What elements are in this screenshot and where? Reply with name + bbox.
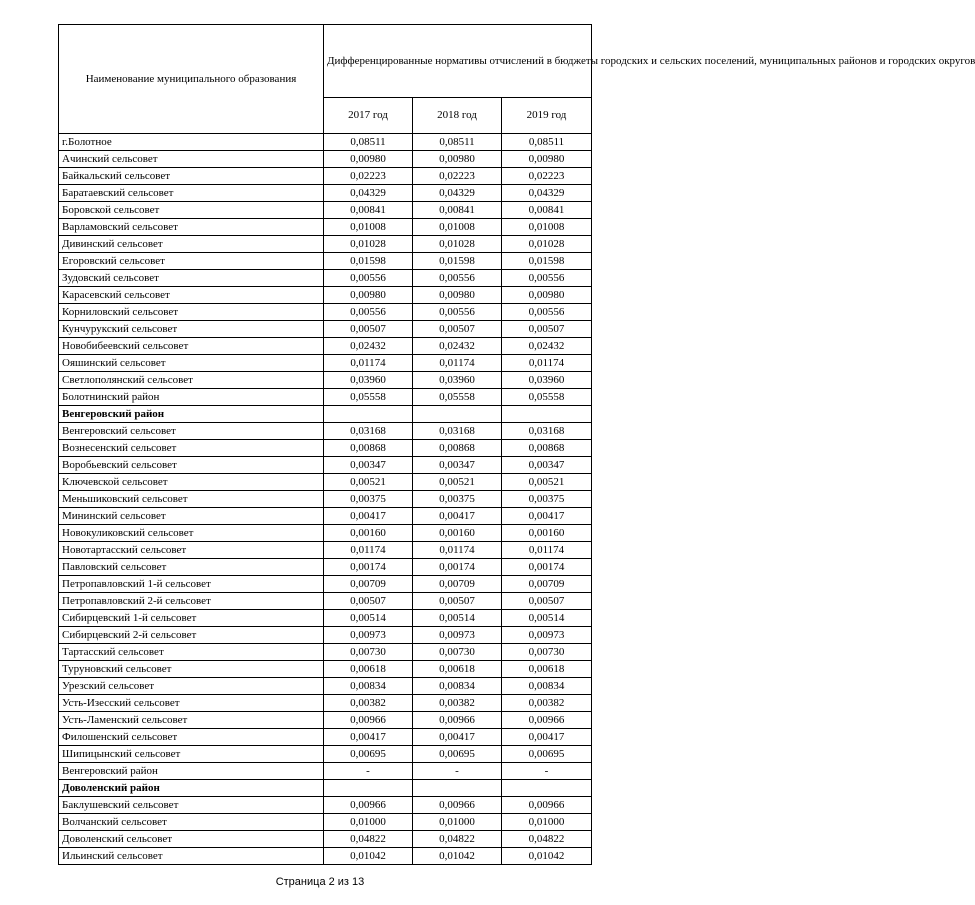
table-row	[59, 389, 592, 406]
norm-value: 0,00980	[502, 287, 592, 304]
name-column-header: Наименование муниципального образования	[59, 25, 324, 134]
norm-value: 0,00980	[502, 151, 592, 168]
table-row	[59, 202, 592, 219]
table-body	[59, 134, 592, 865]
norm-value: 0,00966	[324, 712, 413, 729]
norm-value: 0,00347	[324, 457, 413, 474]
norm-value: 0,04822	[502, 831, 592, 848]
norm-value: -	[502, 763, 592, 780]
municipality-name: Усть-Изесский сельсовет	[59, 695, 324, 712]
table-row	[59, 559, 592, 576]
table-row	[59, 134, 592, 151]
norms-group-header: Дифференцированные нормативы отчислений в бюджеты городских и сельских поселений, муниципальных районов и городских округов	[324, 25, 592, 98]
norm-value: 0,01174	[502, 542, 592, 559]
municipality-name: Ключевской сельсовет	[59, 474, 324, 491]
norm-value: 0,00347	[502, 457, 592, 474]
norm-value: 0,00980	[413, 287, 502, 304]
norm-value: 0,03960	[502, 372, 592, 389]
municipality-name: Меньшиковский сельсовет	[59, 491, 324, 508]
norm-value: 0,00695	[413, 746, 502, 763]
norm-value: 0,03168	[502, 423, 592, 440]
norm-value: 0,00417	[413, 729, 502, 746]
table-row	[59, 372, 592, 389]
municipality-name: Сибирцевский 1-й сельсовет	[59, 610, 324, 627]
norm-value: 0,00618	[413, 661, 502, 678]
municipality-name: Филошенский сельсовет	[59, 729, 324, 746]
municipality-name: Баклушевский сельсовет	[59, 797, 324, 814]
section-title: Доволенский район	[59, 780, 324, 797]
norm-value: 0,00507	[502, 593, 592, 610]
municipality-name: Тартасский сельсовет	[59, 644, 324, 661]
norm-value: 0,00834	[324, 678, 413, 695]
municipality-name: Волчанский сельсовет	[59, 814, 324, 831]
table-row	[59, 491, 592, 508]
table-row	[59, 610, 592, 627]
norm-value: 0,00382	[413, 695, 502, 712]
municipality-name: Кунчурукский сельсовет	[59, 321, 324, 338]
norm-value: 0,00417	[324, 729, 413, 746]
municipality-name: Петропавловский 1-й сельсовет	[59, 576, 324, 593]
table-row	[59, 168, 592, 185]
norm-value: 0,01174	[502, 355, 592, 372]
norm-value: 0,01000	[502, 814, 592, 831]
empty-cell	[502, 406, 592, 423]
norm-value: 0,01174	[413, 542, 502, 559]
empty-cell	[324, 406, 413, 423]
norm-value: 0,00966	[502, 797, 592, 814]
municipality-name: Новокуликовский сельсовет	[59, 525, 324, 542]
table-row	[59, 219, 592, 236]
norm-value: 0,00514	[324, 610, 413, 627]
municipality-name: г.Болотное	[59, 134, 324, 151]
norm-value: 0,05558	[324, 389, 413, 406]
norm-value: 0,00417	[502, 729, 592, 746]
municipality-name: Болотнинский район	[59, 389, 324, 406]
norm-value: 0,02432	[324, 338, 413, 355]
norm-value: 0,02223	[413, 168, 502, 185]
table-row	[59, 695, 592, 712]
table-row	[59, 474, 592, 491]
municipality-name: Корниловский сельсовет	[59, 304, 324, 321]
norm-value: 0,00695	[502, 746, 592, 763]
norm-value: 0,00834	[413, 678, 502, 695]
norm-value: 0,00507	[413, 593, 502, 610]
norm-value: 0,01174	[324, 542, 413, 559]
norm-value: 0,00730	[324, 644, 413, 661]
norm-value: 0,02432	[413, 338, 502, 355]
norm-value: 0,01028	[413, 236, 502, 253]
table-row	[59, 831, 592, 848]
norm-value: 0,00160	[502, 525, 592, 542]
table-row	[59, 797, 592, 814]
table-row	[59, 355, 592, 372]
municipality-name: Усть-Ламенский сельсовет	[59, 712, 324, 729]
table-row	[59, 661, 592, 678]
municipality-name: Боровской сельсовет	[59, 202, 324, 219]
table-row	[59, 236, 592, 253]
norm-value: 0,00841	[324, 202, 413, 219]
norm-value: 0,00834	[502, 678, 592, 695]
empty-cell	[413, 780, 502, 797]
municipality-name: Егоровский сельсовет	[59, 253, 324, 270]
table-row	[59, 338, 592, 355]
norm-value: 0,01174	[324, 355, 413, 372]
norm-value: 0,00709	[413, 576, 502, 593]
norm-value: 0,00730	[502, 644, 592, 661]
norm-value: 0,00618	[324, 661, 413, 678]
norm-value: 0,00507	[324, 321, 413, 338]
table-row	[59, 440, 592, 457]
empty-cell	[324, 780, 413, 797]
municipality-name: Ояшинский сельсовет	[59, 355, 324, 372]
norm-value: 0,00375	[502, 491, 592, 508]
norm-value: 0,00375	[413, 491, 502, 508]
empty-cell	[502, 780, 592, 797]
norm-value: 0,00966	[502, 712, 592, 729]
municipality-name: Ачинский сельсовет	[59, 151, 324, 168]
year-header-2018: 2018 год	[413, 98, 502, 134]
norm-value: 0,03168	[324, 423, 413, 440]
norm-value: 0,00980	[413, 151, 502, 168]
municipality-name: Урезский сельсовет	[59, 678, 324, 695]
empty-cell	[413, 406, 502, 423]
municipality-name: Шипицынский сельсовет	[59, 746, 324, 763]
table-row	[59, 746, 592, 763]
norm-value: 0,01042	[324, 848, 413, 865]
municipality-name: Вознесенский сельсовет	[59, 440, 324, 457]
norm-value: 0,00973	[413, 627, 502, 644]
norm-value: 0,00382	[324, 695, 413, 712]
table-row	[59, 678, 592, 695]
municipality-name: Новобибеевский сельсовет	[59, 338, 324, 355]
norm-value: 0,01042	[502, 848, 592, 865]
municipality-name: Светлополянский сельсовет	[59, 372, 324, 389]
norm-value: 0,00868	[324, 440, 413, 457]
norm-value: 0,00514	[502, 610, 592, 627]
table-row	[59, 848, 592, 865]
norm-value: 0,00973	[502, 627, 592, 644]
norm-value: 0,00375	[324, 491, 413, 508]
norm-value: 0,00160	[324, 525, 413, 542]
table-row	[59, 525, 592, 542]
norm-value: 0,00868	[413, 440, 502, 457]
norm-value: 0,00174	[413, 559, 502, 576]
norm-value: 0,00556	[324, 304, 413, 321]
norm-value: 0,08511	[413, 134, 502, 151]
norm-value: 0,01000	[413, 814, 502, 831]
municipality-name: Сибирцевский 2-й сельсовет	[59, 627, 324, 644]
norms-table	[58, 24, 975, 865]
section-title: Венгеровский район	[59, 406, 324, 423]
norm-value: 0,00556	[324, 270, 413, 287]
norm-value: 0,02223	[324, 168, 413, 185]
norm-value: 0,04329	[324, 185, 413, 202]
municipality-name: Туруновский сельсовет	[59, 661, 324, 678]
norm-value: 0,03960	[413, 372, 502, 389]
municipality-name: Ильинский сельсовет	[59, 848, 324, 865]
table-row	[59, 253, 592, 270]
table-row	[59, 763, 592, 780]
norm-value: 0,00966	[324, 797, 413, 814]
municipality-name: Венгеровский район	[59, 763, 324, 780]
norm-value: 0,04329	[413, 185, 502, 202]
municipality-name: Баратаевский сельсовет	[59, 185, 324, 202]
table-row	[59, 304, 592, 321]
table-row	[59, 151, 592, 168]
norm-value: -	[324, 763, 413, 780]
norm-value: 0,00521	[502, 474, 592, 491]
table-row	[59, 423, 592, 440]
norm-value: 0,00521	[413, 474, 502, 491]
table-row	[59, 593, 592, 610]
table-row	[59, 287, 592, 304]
municipality-name: Карасевский сельсовет	[59, 287, 324, 304]
page-number: Страница 2 из 13	[275, 876, 365, 888]
norm-value: 0,00556	[413, 270, 502, 287]
norm-value: 0,05558	[413, 389, 502, 406]
norm-value: 0,00417	[502, 508, 592, 525]
norm-value: 0,00417	[413, 508, 502, 525]
norm-value: 0,01598	[502, 253, 592, 270]
municipality-name: Новотартасский сельсовет	[59, 542, 324, 559]
table-row	[59, 814, 592, 831]
norm-value: 0,00417	[324, 508, 413, 525]
municipality-name: Мининский сельсовет	[59, 508, 324, 525]
norm-value: 0,00695	[324, 746, 413, 763]
norm-value: 0,08511	[324, 134, 413, 151]
year-header-2019: 2019 год	[502, 98, 592, 134]
table-row	[59, 542, 592, 559]
norm-value: 0,00382	[502, 695, 592, 712]
norm-value: 0,08511	[502, 134, 592, 151]
municipality-name: Доволенский сельсовет	[59, 831, 324, 848]
municipality-name: Дивинский сельсовет	[59, 236, 324, 253]
norm-value: 0,03960	[324, 372, 413, 389]
norm-value: 0,00973	[324, 627, 413, 644]
norm-value: 0,00980	[324, 287, 413, 304]
norm-value: 0,01598	[413, 253, 502, 270]
norm-value: 0,00160	[413, 525, 502, 542]
norm-value: 0,01008	[502, 219, 592, 236]
norm-value: 0,00841	[413, 202, 502, 219]
municipality-name: Варламовский сельсовет	[59, 219, 324, 236]
norm-value: 0,00980	[324, 151, 413, 168]
norm-value: 0,01008	[324, 219, 413, 236]
norm-value: 0,03168	[413, 423, 502, 440]
norm-value: 0,00174	[324, 559, 413, 576]
table-row	[59, 712, 592, 729]
norm-value: 0,00174	[502, 559, 592, 576]
norm-value: -	[413, 763, 502, 780]
table-row	[59, 457, 592, 474]
table-row	[59, 270, 592, 287]
norm-value: 0,04822	[413, 831, 502, 848]
norm-value: 0,00730	[413, 644, 502, 661]
norm-value: 0,00966	[413, 797, 502, 814]
norm-value: 0,00966	[413, 712, 502, 729]
norm-value: 0,04329	[502, 185, 592, 202]
norm-value: 0,01042	[413, 848, 502, 865]
norm-value: 0,05558	[502, 389, 592, 406]
norm-value: 0,01000	[324, 814, 413, 831]
norm-value: 0,01028	[502, 236, 592, 253]
norm-value: 0,00868	[502, 440, 592, 457]
norm-value: 0,00507	[324, 593, 413, 610]
norm-value: 0,01028	[324, 236, 413, 253]
norm-value: 0,01174	[413, 355, 502, 372]
municipality-name: Зудовский сельсовет	[59, 270, 324, 287]
norm-value: 0,02223	[502, 168, 592, 185]
table-row	[59, 508, 592, 525]
norm-value: 0,02432	[502, 338, 592, 355]
table-row	[59, 185, 592, 202]
section-row	[59, 406, 592, 423]
section-row	[59, 780, 592, 797]
table-row	[59, 644, 592, 661]
municipality-name: Байкальский сельсовет	[59, 168, 324, 185]
table-row	[59, 321, 592, 338]
norm-value: 0,00556	[413, 304, 502, 321]
norm-value: 0,01008	[413, 219, 502, 236]
norm-value: 0,00709	[502, 576, 592, 593]
norm-value: 0,00556	[502, 304, 592, 321]
norm-value: 0,00556	[502, 270, 592, 287]
norm-value: 0,04822	[324, 831, 413, 848]
norm-value: 0,00514	[413, 610, 502, 627]
norm-value: 0,00347	[413, 457, 502, 474]
table-row	[59, 729, 592, 746]
norm-value: 0,00507	[413, 321, 502, 338]
table-row	[59, 576, 592, 593]
norm-value: 0,00618	[502, 661, 592, 678]
municipality-name: Петропавловский 2-й сельсовет	[59, 593, 324, 610]
norm-value: 0,00507	[502, 321, 592, 338]
municipality-name: Павловский сельсовет	[59, 559, 324, 576]
norm-value: 0,01598	[324, 253, 413, 270]
municipality-name: Венгеровский сельсовет	[59, 423, 324, 440]
norm-value: 0,00521	[324, 474, 413, 491]
year-header-2017: 2017 год	[324, 98, 413, 134]
table-row	[59, 627, 592, 644]
norm-value: 0,00841	[502, 202, 592, 219]
municipality-name: Воробьевский сельсовет	[59, 457, 324, 474]
norm-value: 0,00709	[324, 576, 413, 593]
